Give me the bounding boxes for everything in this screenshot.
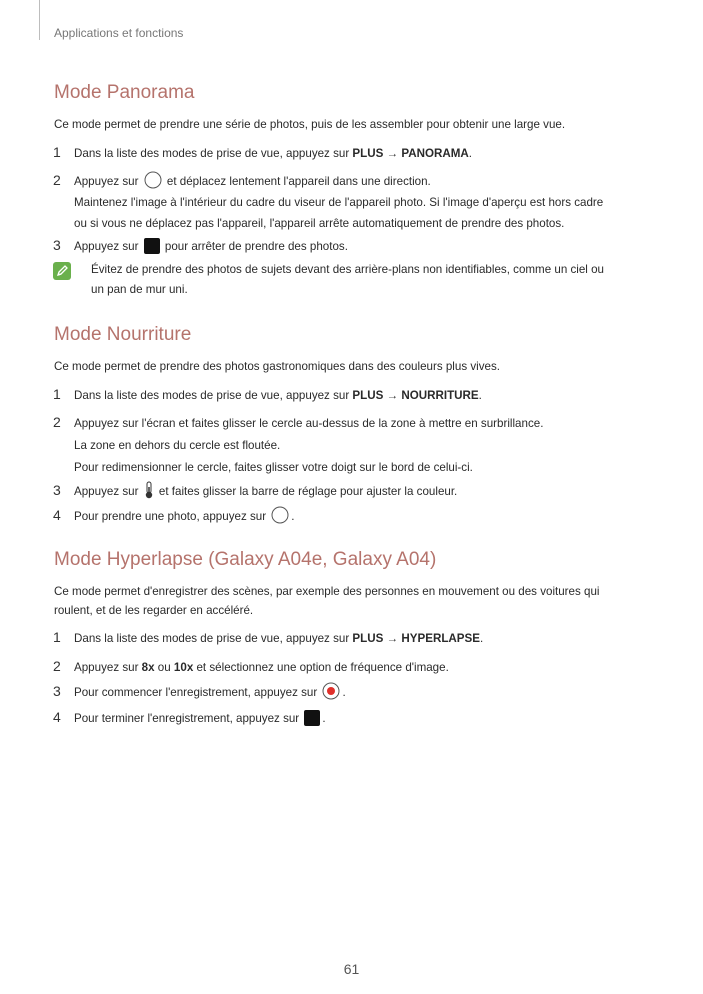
step-number: 4 [53,709,61,725]
shutter-button-icon [144,171,162,189]
speed-10x: 10x [173,661,194,674]
hyperlapse-step-3 [74,682,664,703]
chapter-title: Applications et fonctions [54,26,184,40]
step-text: . [468,147,473,160]
arrow: → [383,632,402,645]
step-text: Appuyez sur [74,175,142,188]
step-number: 3 [53,482,61,498]
step-number: 1 [53,629,61,645]
step-number: 4 [53,507,61,523]
food-step-2 [74,413,664,479]
section-title-panorama: Mode Panorama [54,82,195,103]
panorama-step-2 [74,171,664,234]
pencil-icon [53,262,71,280]
step-text: . [322,712,326,725]
thermometer-icon [144,481,154,499]
step-text: et faites glisser la barre de réglage pour ajuster la couleur. [155,485,458,498]
step-number: 1 [53,386,61,402]
step-text: Pour prendre une photo, appuyez sur [74,510,270,523]
menu-hyperlapse: HYPERLAPSE [401,632,480,645]
menu-plus: PLUS [352,632,384,645]
hyperlapse-intro [54,582,654,620]
step-number: 1 [53,144,61,160]
stop-button-icon [144,238,160,254]
step-text: Dans la liste des modes de prise de vue, appuyez sur [74,389,353,402]
step-text: et sélectionnez une option de fréquence d'image. [193,661,449,674]
step-number: 2 [53,172,61,188]
step-text: . [291,510,295,523]
menu-plus: PLUS [352,389,384,402]
step-number: 2 [53,658,61,674]
step-text: Dans la liste des modes de prise de vue, appuyez sur [74,632,353,645]
step-text: pour arrêter de prendre des photos. [161,240,348,253]
note-text: un pan de mur uni. [91,283,188,296]
step-text: Appuyez sur l'écran et faites glisser le cercle au-dessus de la zone à mettre en surbrillance. [74,417,544,430]
menu-panorama: PANORAMA [401,147,469,160]
step-text: Appuyez sur [74,240,142,253]
step-number: 3 [53,683,61,699]
arrow: → [383,389,402,402]
step-number: 2 [53,414,61,430]
step-text: et déplacez lentement l'appareil dans une direction. [163,175,431,188]
step-text: . [478,389,482,402]
shutter-button-icon [271,506,289,524]
panorama-step-3 [74,236,664,257]
page-number: 61 [343,961,360,977]
step-text: . [479,632,484,645]
step-text: Appuyez sur [74,485,142,498]
panorama-note [91,260,651,300]
food-intro: Ce mode permet de prendre des photos gastronomiques dans des couleurs plus vives. [54,360,500,373]
note-text: Évitez de prendre des photos de sujets devant des arrière-plans non identifiables, comme un ciel ou [91,263,605,276]
step-text: Pour terminer l'enregistrement, appuyez sur [74,712,303,725]
step-number: 3 [53,237,61,253]
menu-plus: PLUS [352,147,384,160]
note-icon [53,262,71,280]
record-button-icon [322,682,340,700]
panorama-intro: Ce mode permet de prendre une série de photos, puis de les assembler pour obtenir une large vue. [54,118,566,131]
hyperlapse-step-4 [74,708,664,729]
step-text: ou [154,661,174,674]
section-title-food: Mode Nourriture [54,324,192,345]
stop-button-icon [304,710,320,726]
hyperlapse-step-2 [74,657,664,678]
step-text: Pour redimensionner le cercle, faites glisser votre doigt sur le bord de celui-ci. [74,461,473,474]
intro-text: roulent, et de les regarder en accéléré. [54,604,254,617]
arrow: → [383,147,402,160]
step-text: La zone en dehors du cercle est floutée. [74,439,281,452]
step-text: ou si vous ne déplacez pas l'appareil, l'appareil arrête automatiquement de prendre des photos. [74,217,565,230]
food-step-4 [74,506,664,527]
hyperlapse-step-1 [74,628,664,649]
step-text: Maintenez l'image à l'intérieur du cadre du viseur de l'appareil photo. Si l'image d'aperçu est hors cadre [74,196,604,209]
step-text: Appuyez sur [74,661,142,674]
panorama-step-1 [74,143,664,164]
food-step-3 [74,481,664,502]
header-rule [39,0,40,40]
speed-8x: 8x [141,661,155,674]
step-text: Pour commencer l'enregistrement, appuyez sur [74,686,321,699]
intro-text: Ce mode permet d'enregistrer des scènes, par exemple des personnes en mouvement ou des voitures qui [54,585,600,598]
step-text: . [342,686,346,699]
step-text: Dans la liste des modes de prise de vue, appuyez sur [74,147,353,160]
menu-nourriture: NOURRITURE [401,389,479,402]
section-title-hyperlapse: Mode Hyperlapse (Galaxy A04e, Galaxy A04) [54,549,437,570]
food-step-1 [74,385,664,406]
